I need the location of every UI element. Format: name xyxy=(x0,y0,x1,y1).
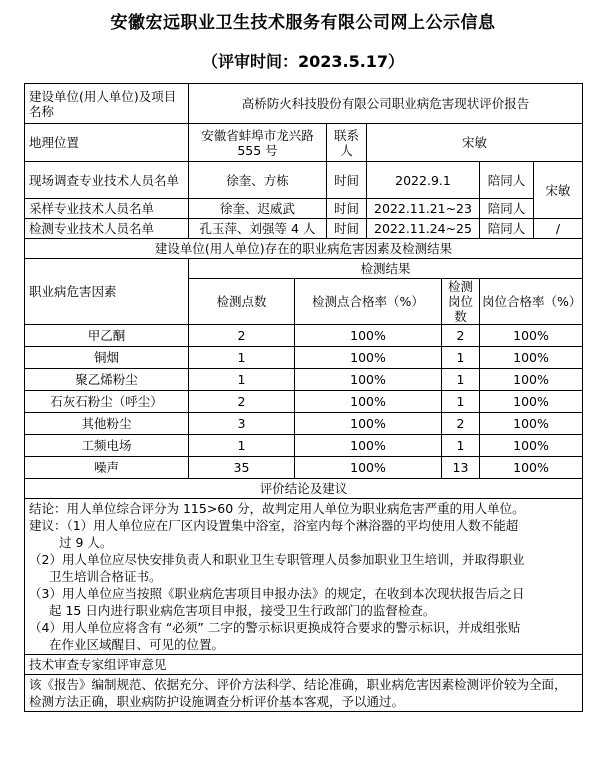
point-rate-cell: 100% xyxy=(295,435,442,457)
sampling-value: 徐奎、迟威武 xyxy=(189,199,327,219)
survey-label: 现场调查专业技术人员名单 xyxy=(25,162,189,199)
table-row xyxy=(25,369,583,391)
post-rate-cell: 100% xyxy=(480,369,583,391)
sampling-time-label: 时间 xyxy=(327,199,367,219)
table-row xyxy=(25,347,583,369)
point-rate-cell: 100% xyxy=(295,325,442,347)
factor-cell: 噪声 xyxy=(25,457,189,479)
unit-value: 高桥防火科技股份有限公司职业病危害现状评价报告 xyxy=(189,84,583,124)
posts-cell: 1 xyxy=(442,391,480,413)
point-rate-cell: 100% xyxy=(295,413,442,435)
post-rate-cell: 100% xyxy=(480,457,583,479)
factor-cell: 铜烟 xyxy=(25,347,189,369)
posts-cell: 1 xyxy=(442,347,480,369)
result-header: 检测结果 xyxy=(189,259,583,279)
points-cell: 3 xyxy=(189,413,295,435)
factor-cell: 工频电场 xyxy=(25,435,189,457)
point-rate-cell: 100% xyxy=(295,347,442,369)
conclusion-block xyxy=(25,499,583,655)
suggestion-1: 建议：（1）用人单位应在厂区内设置集中浴室，浴室内每个淋浴器的平均使用人数不能超 xyxy=(29,518,519,533)
companion-value: 宋敏 xyxy=(534,162,583,219)
disclosure-table xyxy=(24,83,583,712)
page-title: 安徽宏远职业卫生技术服务有限公司网上公示信息 xyxy=(110,13,496,33)
factor-header: 职业病危害因素 xyxy=(25,259,189,325)
post-rate-cell: 100% xyxy=(480,413,583,435)
suggestion-1-cont: 过 9 人。 xyxy=(59,535,113,550)
unit-label: 建设单位(用人单位)及项目名称 xyxy=(25,84,189,124)
col-points: 检测点数 xyxy=(189,279,295,325)
table-row xyxy=(25,391,583,413)
location-value: 安徽省蚌埠市龙兴路 555 号 xyxy=(189,124,327,162)
testing-label: 检测专业技术人员名单 xyxy=(25,219,189,239)
location-label: 地理位置 xyxy=(25,124,189,162)
points-cell: 1 xyxy=(189,347,295,369)
col-post-rate: 岗位合格率（%） xyxy=(480,279,583,325)
factor-cell: 聚乙烯粉尘 xyxy=(25,369,189,391)
posts-cell: 13 xyxy=(442,457,480,479)
points-cell: 2 xyxy=(189,391,295,413)
suggestion-2: （2）用人单位应尽快安排负责人和职业卫生专职管理人员参加职业卫生培训，并取得职业 xyxy=(29,552,525,567)
table-row xyxy=(25,413,583,435)
suggestion-4-cont: 在作业区域醒目、可见的位置。 xyxy=(49,637,225,652)
post-rate-cell: 100% xyxy=(480,391,583,413)
table-row xyxy=(25,325,583,347)
suggestion-4: （4）用人单位应将含有 “必须” 二字的警示标识更换成符合要求的警示标识，并成组张贴 xyxy=(29,620,521,635)
post-rate-cell: 100% xyxy=(480,347,583,369)
col-point-rate: 检测点合格率（%） xyxy=(295,279,442,325)
col-posts: 检测岗位数 xyxy=(442,279,480,325)
table-row xyxy=(25,457,583,479)
conclusion-section-title: 评价结论及建议 xyxy=(25,479,583,499)
sampling-label: 采样专业技术人员名单 xyxy=(25,199,189,219)
factor-cell: 石灰石粉尘（呼尘） xyxy=(25,391,189,413)
points-cell: 2 xyxy=(189,325,295,347)
testing-time: 2022.11.24~25 xyxy=(367,219,480,239)
sampling-time: 2022.11.21~23 xyxy=(367,199,480,219)
testing-companion-value: / xyxy=(534,219,583,239)
posts-cell: 2 xyxy=(442,325,480,347)
survey-value: 徐奎、方栋 xyxy=(189,162,327,199)
contact-value: 宋敏 xyxy=(367,124,583,162)
post-rate-cell: 100% xyxy=(480,435,583,457)
sampling-companion-label: 陪同人 xyxy=(480,199,534,219)
testing-companion-label: 陪同人 xyxy=(480,219,534,239)
table-row xyxy=(25,435,583,457)
factor-cell: 其他粉尘 xyxy=(25,413,189,435)
testing-time-label: 时间 xyxy=(327,219,367,239)
points-cell: 1 xyxy=(189,435,295,457)
suggestion-2-cont: 卫生培训合格证书。 xyxy=(49,569,162,584)
posts-cell: 2 xyxy=(442,413,480,435)
testing-value: 孔玉萍、刘强等 4 人 xyxy=(189,219,327,239)
conclusion-text: 结论：用人单位综合评分为 115>60 分，故判定用人单位为职业病危害严重的用人单位。 xyxy=(29,501,525,516)
factor-cell: 甲乙酮 xyxy=(25,325,189,347)
review-opinion: 该《报告》编制规范、依据充分、评价方法科学、结论准确，职业病危害因素检测评价较为全面，检测方法正确，职业病防护设施调查分析评价基本客观，予以通过。 xyxy=(25,675,583,712)
suggestion-3-cont: 起 15 日内进行职业病危害项目申报，接受卫生行政部门的监督检查。 xyxy=(49,603,436,618)
survey-time: 2022.9.1 xyxy=(367,162,480,199)
point-rate-cell: 100% xyxy=(295,369,442,391)
review-section-title: 技术审查专家组评审意见 xyxy=(25,655,583,675)
results-section-title: 建设单位(用人单位)存在的职业病危害因素及检测结果 xyxy=(25,239,583,259)
survey-companion-label: 陪同人 xyxy=(480,162,534,199)
contact-label: 联系人 xyxy=(327,124,367,162)
survey-time-label: 时间 xyxy=(327,162,367,199)
posts-cell: 1 xyxy=(442,435,480,457)
points-cell: 35 xyxy=(189,457,295,479)
suggestion-3: （3）用人单位应当按照《职业病危害项目申报办法》的规定，在收到本次现状报告后之日 xyxy=(29,586,525,601)
post-rate-cell: 100% xyxy=(480,325,583,347)
points-cell: 1 xyxy=(189,369,295,391)
posts-cell: 1 xyxy=(442,369,480,391)
point-rate-cell: 100% xyxy=(295,457,442,479)
review-time: （评审时间：2023.5.17） xyxy=(201,52,405,71)
point-rate-cell: 100% xyxy=(295,391,442,413)
